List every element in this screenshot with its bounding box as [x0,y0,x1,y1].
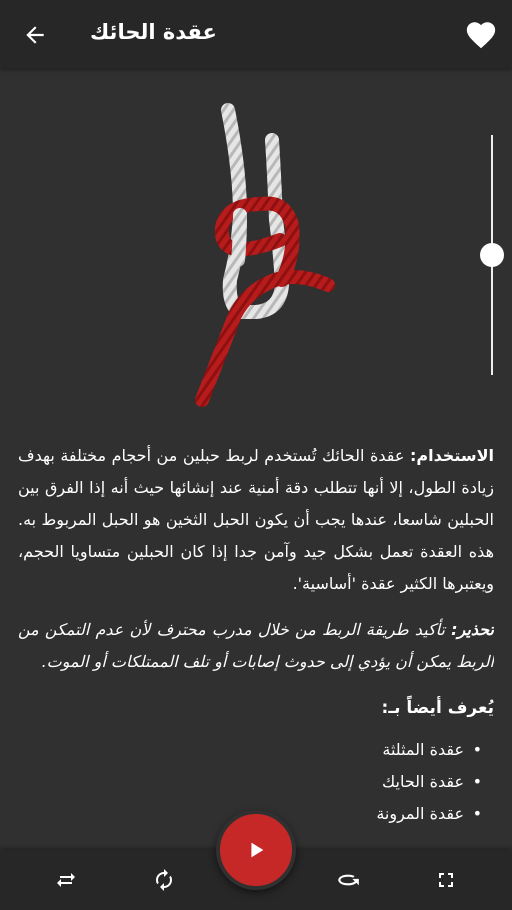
list-item: • عقدة المرونة [18,798,474,830]
loop-icon [335,867,361,893]
usage-paragraph [18,440,494,600]
fullscreen-button[interactable] [428,862,464,898]
swap-icon [54,868,78,892]
play-button[interactable] [216,810,296,890]
list-item: • عقدة المثلثة [18,734,474,766]
also-known-heading: يُعرف أيضاً بـ: [381,698,494,718]
knot-description [18,440,494,850]
swap-button[interactable] [48,862,84,898]
back-button[interactable] [14,14,56,56]
warning-paragraph [18,614,494,678]
usage-text: عقدة الحائك تُستخدم لربط حبلين من أحجام مختلفة بهدف زيادة الطول، إلا أنها تتطلب دقة أمنية عند إنشائها حيث أنه إذا الفرق بين الحبلين شاسعا، عندها يجب أن يكون الحبل الثخين هو الحبل المربوط به. هذه العقدة تعمل بشكل جيد وآمن جدا إذا كان الحبلين متساويا الحجم، ويعتبرها الكثير عقدة 'أساسية'. [18,446,494,593]
arrow-left-icon [22,22,48,48]
app-bar [0,0,512,68]
animation-slider[interactable] [476,135,508,375]
knot-image [180,100,340,415]
rotate-button[interactable] [146,862,182,898]
slider-thumb[interactable] [480,243,504,267]
warning-label: تحذير: [451,620,494,639]
warning-text: تأكيد طريقة الربط من خلال مدرب محترف لأن عدم التمكن من الربط يمكن أن يؤدي إلى حدوث إصابات أو تلف الممتلكات أو الموت. [18,620,494,671]
play-icon [245,839,267,861]
list-item: • عقدة الحايك [18,766,474,798]
heart-icon [464,18,498,52]
fullscreen-icon [434,868,458,892]
knot-illustration [180,100,340,415]
favorite-button[interactable] [460,14,502,56]
rotate-icon [152,868,176,892]
usage-label: الاستخدام: [409,446,494,465]
loop-button[interactable] [330,862,366,898]
page-title: عقدة الحائك [90,20,217,44]
